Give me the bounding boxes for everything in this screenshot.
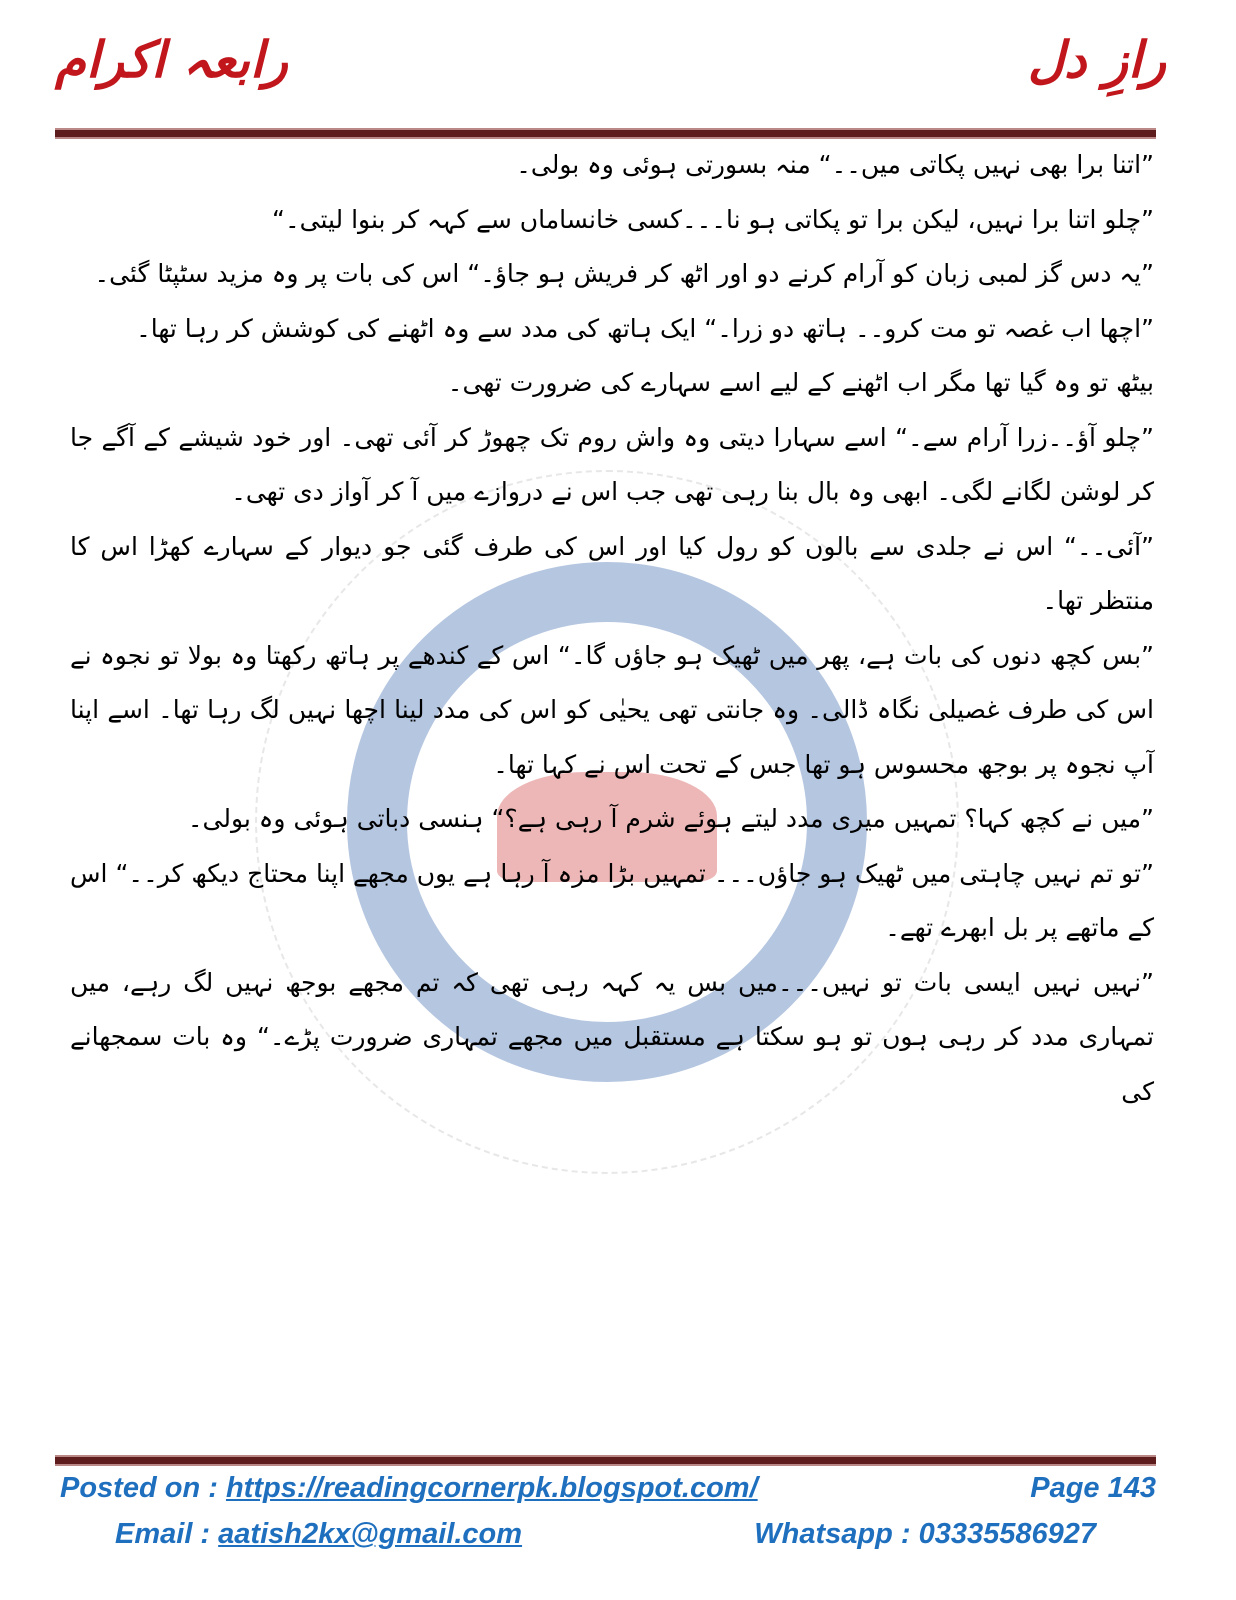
- paragraph: ”بس کچھ دنوں کی بات ہے، پھر میں ٹھیک ہو جاؤں گا۔“ اس کے کندھے پر ہاتھ رکھتا وہ بولا تو نجوہ نے اس کی طرف غصیلی نگاہ ڈالی۔ وہ جانتی تھی یحیٰی کو اس کی مدد لینا اچھا نہیں لگ رہا تھا۔ اسے اپنا آپ نجوہ پر بوجھ محسوس ہو تھا جس کے تحت اس نے کہا تھا۔: [70, 640, 1154, 779]
- paragraph: ”تو تم نہیں چاہتی میں ٹھیک ہو جاؤں۔۔۔ تمہیں بڑا مزہ آ رہا ہے یوں مجھے اپنا محتاج دیکھ کر۔۔“ اس کے ماتھے پر بل ابھرے تھے۔: [70, 858, 1154, 942]
- page-number: Page 143: [1030, 1472, 1156, 1504]
- paragraph: ”اتنا برا بھی نہیں پکاتی میں۔۔“ منہ بسورتی ہوئی وہ بولی۔: [516, 150, 1154, 179]
- paragraph: ”یہ دس گز لمبی زبان کو آرام کرنے دو اور اٹھ کر فریش ہو جاؤ۔“ اس کی بات پر وہ مزید سٹپٹا گئی۔: [94, 259, 1154, 288]
- novel-title: رازِ دل: [1027, 30, 1166, 89]
- posted-label: Posted on :: [60, 1472, 226, 1504]
- email-label: Email :: [115, 1518, 219, 1550]
- footer-posted: [60, 1472, 1156, 1505]
- paragraph: ”آئی۔۔“ اس نے جلدی سے بالوں کو رول کیا اور اس کی طرف گئی جو دیوار کے سہارے کھڑا اس کا منتظر تھا۔: [70, 531, 1154, 615]
- paragraph: ”نہیں نہیں ایسی بات تو نہیں۔۔۔میں بس یہ کہہ رہی تھی کہ تم مجھے بوجھ نہیں لگ رہے، میں تمہاری مدد کر رہی ہوں تو ہو سکتا ہے مستقبل میں مجھے تمہاری ضرورت پڑے۔“ وہ بات سمجھانے کی: [70, 967, 1154, 1106]
- paragraph: ”چلو اتنا برا نہیں، لیکن برا تو پکاتی ہو نا۔۔۔کسی خانساماں سے کہہ کر بنوا لیتی۔“: [272, 204, 1154, 234]
- footer-contact: [115, 1518, 1156, 1551]
- story-text: [70, 138, 1154, 1119]
- paragraph: ”میں نے کچھ کہا؟ تمہیں میری مدد لیتے ہوئے شرم آ رہی ہے؟“ ہنسی دباتی ہوئی وہ بولی۔: [187, 804, 1154, 833]
- footer-divider: [55, 1455, 1156, 1466]
- author-name: رابعہ اکرام: [55, 30, 288, 89]
- email-link[interactable]: aatish2kx@gmail.com: [218, 1518, 523, 1550]
- paragraph: ”چلو آؤ۔۔زرا آرام سے۔“ اسے سہارا دیتی وہ واش روم تک چھوڑ کر آئی تھی۔ اور خود شیشے کے آگے جا کر لوشن لگانے لگی۔ ابھی وہ بال بنا رہی تھی جب اس نے دروازے میں آ کر آواز دی تھی۔: [70, 422, 1154, 506]
- blog-link[interactable]: https://readingcornerpk.blogspot.com/: [225, 1472, 758, 1504]
- paragraph: ”اچھا اب غصہ تو مت کرو۔۔ ہاتھ دو زرا۔“ ایک ہاتھ کی مدد سے وہ اٹھنے کی کوشش کر رہا تھا۔: [136, 313, 1154, 343]
- whatsapp-number: Whatsapp : 03335586927: [754, 1518, 1096, 1550]
- paragraph: بیٹھ تو وہ گیا تھا مگر اب اٹھنے کے لیے اسے سہارے کی ضرورت تھی۔: [447, 368, 1154, 397]
